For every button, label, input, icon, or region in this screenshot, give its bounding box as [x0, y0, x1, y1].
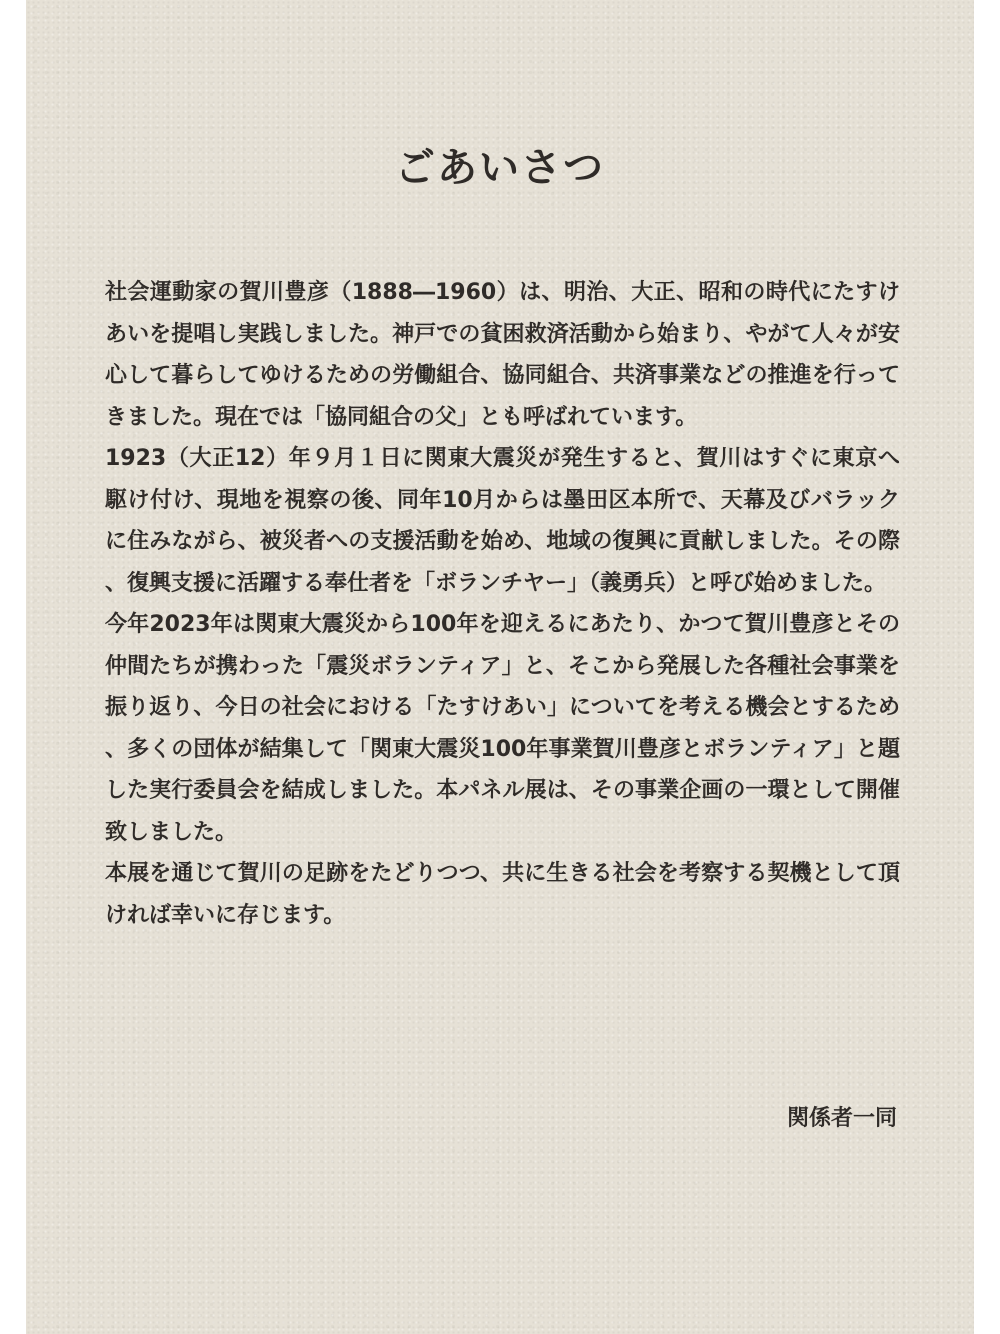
paragraph-closing: 本展を通じて賀川の足跡をたどりつつ、共に生きる社会を考察する契機として頂ければ幸いに存じます。 — [105, 861, 900, 928]
paragraph-earthquake: 1923（大正12）年９月１日に関東大震災が発生すると、賀川はすぐに東京へ駆け付け、現地を視察の後、同年10月からは墨田区本所で、天幕及びバラックに住みながら、被災者への支援活動を始め、地域の復興に貢献しました。その際、復興支援に活躍する奉仕者を「ボランチヤー」（義勇兵）と呼び始めました。 — [105, 446, 900, 596]
signature: 関係者一同 — [786, 1106, 897, 1131]
paragraph-centennial: 今年2023年は関東大震災から100年を迎えるにあたり、かつて賀川豊彦とその仲間たちが携わった「震災ボランティア」と、そこから発展した各種社会事業を振り返り、今日の社会における「たすけあい」についてを考える機会とするため、多くの団体が結集して「関東大震災100年事業賀川豊彦とボランティア」と題した実行委員会を結成しました。本パネル展は、その事業企画の一環として開催致しました。 — [105, 612, 900, 845]
greeting-body — [105, 272, 900, 936]
paragraph-intro: 社会運動家の賀川豊彦（1888―1960）は、明治、大正、昭和の時代にたすけあいを提唱し実践しました。神戸での貧困救済活動から始まり、やがて人々が安心して暮らしてゆけるための労働組合、協同組合、共済事業などの推進を行ってきました。現在では「協同組合の父」とも呼ばれています。 — [105, 280, 900, 430]
document-page — [26, 0, 974, 1334]
page-title: ごあいさつ — [395, 145, 605, 191]
